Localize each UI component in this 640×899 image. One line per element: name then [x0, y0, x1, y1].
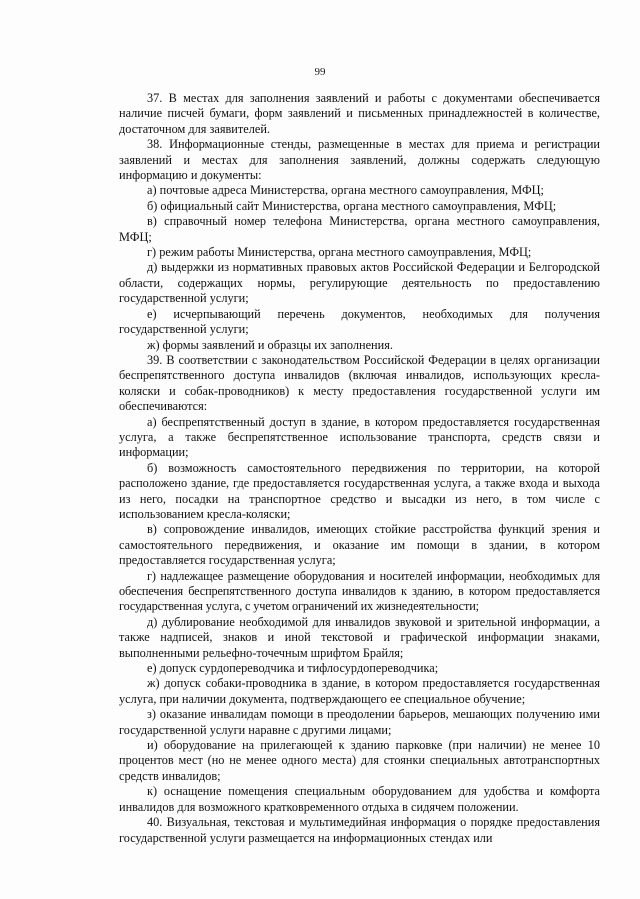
paragraph-39-item-b: б) возможность самостоятельного передвижения по территории, на которой расположено здание, где предоставляется государственная услуга, а также входа и выхода из него, посадки на транспортное средство и высадки из него, в том числе с использованием кресла-коляски; — [119, 460, 600, 521]
paragraph-39-item-i: и) оборудование на прилегающей к зданию парковке (при наличии) не менее 10 процентов мест (но не менее одного места) для стоянки специальных автотранспортных средств инвалидов; — [119, 738, 600, 783]
page-number: 99 — [314, 66, 326, 78]
document-body — [119, 91, 600, 846]
paragraph-39: 39. В соответствии с законодательством Российской Федерации в целях организации беспрепятственного доступа инвалидов (включая инвалидов, использующих кресла-коляски и собак-проводников) к месту предоставления государственной услуги им обеспечиваются: — [119, 352, 600, 414]
paragraph-39-item-a: а) беспрепятственный доступ в здание, в котором предоставляется государственная услуга, а также беспрепятственное использование транспорта, средств связи и информации; — [119, 414, 600, 460]
paragraph-38-item-e: е) исчерпывающий перечень документов, необходимых для получения государственной услуги; — [119, 306, 600, 337]
paragraph-40: 40. Визуальная, текстовая и мультимедийная информация о порядке предоставления государственной услуги размещается на информационных стендах или — [119, 815, 600, 845]
paragraph-39-item-v: в) сопровождение инвалидов, имеющих стойкие расстройства функций зрения и самостоятельного передвижения, и оказание им помощи в здании, в котором предоставляется государственная услуга; — [119, 522, 600, 568]
paragraph-39-item-d: д) дублирование необходимой для инвалидов звуковой и зрительной информации, а также надписей, знаков и иной текстовой и графической информации знаками, выполненными рельефно-точечным шрифтом Брайля; — [119, 614, 600, 660]
paragraph-39-item-k: к) оснащение помещения специальным оборудованием для удобства и комфорта инвалидов для возможного кратковременного отдыха в сидячем положении. — [119, 784, 600, 814]
paragraph-38-item-a: а) почтовые адреса Министерства, органа местного самоуправления, МФЦ; — [147, 183, 544, 198]
paragraph-39-item-zh: ж) допуск собаки-проводника в здание, в котором предоставляется государственная услуга, при наличии документа, подтверждающего ее специальное обучение; — [119, 676, 600, 706]
paragraph-39-item-z: з) оказание инвалидам помощи в преодолении барьеров, мешающих получению ими государственной услуги наравне с другими лицами; — [119, 707, 600, 737]
paragraph-38-item-b: б) официальный сайт Министерства, органа местного самоуправления, МФЦ; — [147, 198, 557, 213]
paragraph-38-item-d: д) выдержки из нормативных правовых актов Российской Федерации и Белгородской области, содержащих нормы, регулирующие деятельность по предоставлению государственной услуги; — [119, 260, 600, 306]
paragraph-39-item-g: г) надлежащее размещение оборудования и носителей информации, необходимых для обеспечения беспрепятственного доступа инвалидов к зданию, в котором предоставляется государственная услуга, с учетом ограничений их жизнедеятельности; — [119, 568, 600, 614]
paragraph-38-item-v: в) справочный номер телефона Министерства, органа местного самоуправления, МФЦ; — [119, 214, 600, 244]
paragraph-38: 38. Информационные стенды, размещенные в местах для приема и регистрации заявлений и местах для заполнения заявлений, должны содержать следующую информацию и документы: — [119, 137, 600, 183]
paragraph-37: 37. В местах для заполнения заявлений и работы с документами обеспечивается наличие писчей бумаги, форм заявлений и письменных принадлежностей в количестве, достаточном для заявителей. — [119, 91, 600, 136]
paragraph-38-item-g: г) режим работы Министерства, органа местного самоуправления, МФЦ; — [147, 245, 532, 260]
paragraph-38-item-zh: ж) формы заявлений и образцы их заполнения. — [147, 337, 393, 352]
paragraph-39-item-e: е) допуск сурдопереводчика и тифлосурдопереводчика; — [147, 661, 439, 676]
